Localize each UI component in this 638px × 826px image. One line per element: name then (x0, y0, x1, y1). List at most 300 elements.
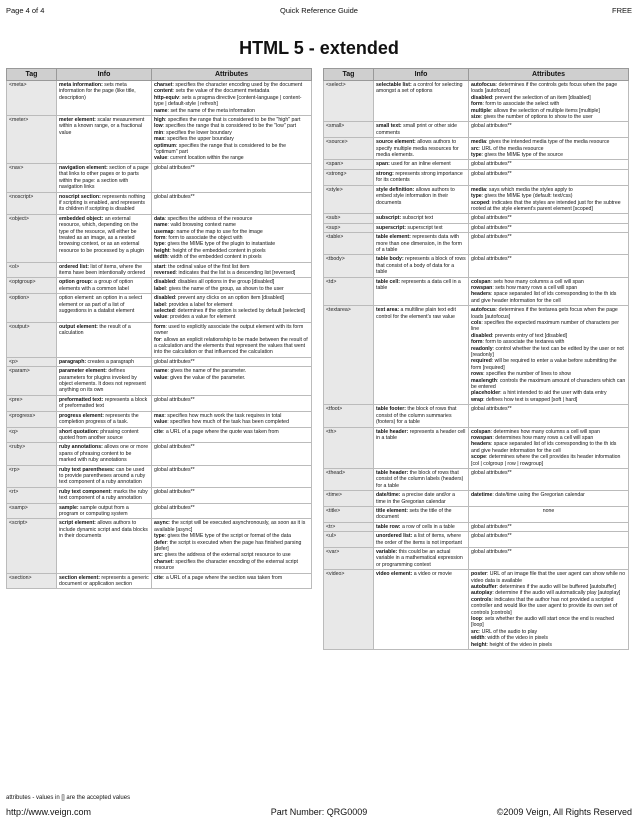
table-row (324, 405, 629, 427)
attribute-line (471, 571, 626, 584)
attribute-desc: : specifies the number of lines to show (483, 371, 572, 378)
info-term: embedded object: (59, 215, 104, 222)
attributes-cell (152, 573, 312, 589)
info-cell (374, 468, 469, 490)
info-cell (374, 491, 469, 507)
attribute-desc: : form to associate the select with (482, 101, 560, 108)
attribute-desc: : allows an explicit relationship to be made between the result of a calculation and the elements that represent the values that went into the calculation or that influenced the calculation (154, 336, 308, 356)
info-cell (57, 357, 152, 366)
attribute-name: scoped (471, 199, 490, 206)
attribute-desc: global attributes** (471, 469, 512, 476)
attribute-desc: : will be required to enter a value before submitting the form [required] (471, 358, 617, 371)
attributes-cell (469, 427, 629, 468)
info-text: allows one or more spans of phrasing content to be marked with ruby annotations (59, 444, 149, 464)
attribute-name: disabled (154, 279, 176, 286)
attribute-name: height (154, 247, 170, 254)
info-term: subscript: (376, 215, 402, 222)
info-cell (374, 233, 469, 255)
info-text: marks the ruby text component of a ruby annotation (59, 488, 148, 502)
info-cell (57, 519, 152, 573)
attribute-line (471, 256, 626, 262)
attribute-desc: global attributes** (471, 549, 512, 555)
attributes-cell (152, 357, 312, 366)
attributes-cell (152, 262, 312, 278)
info-text: a video or movie (412, 571, 452, 578)
info-term: table cell: (376, 278, 400, 285)
info-term: script element: (59, 520, 96, 527)
attributes-cell (152, 443, 312, 465)
attribute-line (471, 291, 626, 304)
table-row (324, 223, 629, 232)
attribute-name: usemap (154, 228, 174, 235)
info-cell (374, 122, 469, 138)
tag-cell: <thead> (324, 468, 374, 490)
info-text: represents a block of rows that consist of a body of data for a table (376, 256, 466, 276)
info-text: a row of cells in a table (400, 523, 455, 530)
attribute-name: colspan (471, 278, 491, 285)
table-row (324, 138, 629, 160)
attribute-name: value (154, 155, 168, 162)
col-header-tag: Tag (324, 69, 374, 81)
attributes-cell (469, 405, 629, 427)
attribute-desc: : space separated list of ids corresponding to the th ids and give header information for the cell (471, 441, 617, 454)
attribute-line (471, 406, 626, 412)
info-text: section of a page that links to other pages or to parts within the page: a section with navigation links (59, 164, 149, 191)
info-cell (57, 163, 152, 192)
table-row (7, 116, 312, 164)
attribute-desc: : gives the MIME type of the plugin to instantiate (164, 241, 276, 248)
attributes-cell (152, 192, 312, 214)
attributes-cell (152, 519, 312, 573)
attribute-line (471, 616, 626, 629)
attributes-cell (469, 491, 629, 507)
attribute-line (154, 429, 309, 435)
attribute-desc: : sets a pragma directive [content-language | content-type | default-style | refresh] (154, 94, 302, 108)
info-cell (374, 506, 469, 522)
attribute-desc: : the script is executed when the page has finished parsing [defer] (154, 539, 302, 552)
info-term: paragraph: (59, 358, 87, 365)
attribute-desc: : date/time using the Gregorian calendar (492, 492, 585, 499)
info-term: span: (376, 161, 390, 168)
table-row (7, 278, 312, 294)
attribute-desc: : prevents entry of text [disabled] (492, 332, 568, 339)
attribute-name: datetime (471, 492, 493, 499)
info-term: style definition: (376, 186, 415, 193)
attribute-desc: : sets how many rows a cell will span (492, 284, 578, 291)
col-header-attributes: Attributes (469, 69, 629, 81)
attribute-name: autofocus (471, 82, 496, 88)
attribute-line (154, 270, 309, 276)
right-table-body (324, 81, 629, 650)
attribute-name: autobuffer (471, 584, 497, 591)
attribute-line (471, 524, 626, 530)
tag-cell: <samp> (7, 503, 57, 519)
tag-cell: <param> (7, 367, 57, 396)
info-term: preformatted text: (59, 396, 104, 403)
attribute-line (154, 375, 309, 381)
attribute-desc: : determines if the textarea gets focus when the page loads [autofocus] (471, 307, 618, 320)
table-row (7, 465, 312, 487)
attribute-desc: : gives the name of the group, as shown to the user (165, 285, 284, 292)
attribute-desc: : specifies the range that is considered to be the "low" part (162, 123, 297, 130)
attribute-name: type (154, 241, 165, 248)
info-text: defines parameters for plugins invoked by object elements. It does not represent anything on its own (59, 368, 146, 394)
attributes-note: attributes - values in [] are the accepted values (6, 795, 131, 801)
table-row (324, 81, 629, 122)
attribute-line (471, 508, 626, 514)
attribute-name: loop (471, 616, 482, 623)
attribute-name: reversed (154, 269, 176, 276)
attribute-line (154, 155, 309, 161)
attribute-desc: : gives the address of the external script resource to use (161, 552, 291, 559)
info-text: represents a data cell in a table (376, 278, 461, 291)
attribute-line (154, 505, 309, 511)
attribute-desc: : URL of an image file that the user agent can show while no video data is available (471, 571, 626, 584)
left-table-body (7, 81, 312, 589)
info-text: allows authors to embed style information in their documents (376, 186, 455, 206)
part-number: Part Number: QRG0009 (270, 807, 368, 817)
attribute-desc: : a URL of a page where the quote was taken from (162, 428, 279, 435)
footer-url[interactable]: http://www.veign.com (6, 807, 92, 817)
info-cell (374, 185, 469, 214)
info-cell (374, 214, 469, 223)
info-text: phrasing content quoted from another source (59, 428, 139, 441)
attribute-desc: : URL of the audio to play (478, 628, 538, 635)
info-term: noscript section: (59, 193, 101, 200)
info-cell (57, 294, 152, 323)
attribute-desc: : specifies how much of the task has been completed (167, 419, 289, 426)
attributes-cell (152, 116, 312, 164)
attribute-line (471, 161, 626, 167)
attribute-desc: : specifies the expected maximum number of characters per line (471, 320, 619, 333)
info-cell (374, 81, 469, 122)
attributes-cell (152, 294, 312, 323)
info-cell (374, 169, 469, 185)
tag-cell: <ruby> (7, 443, 57, 465)
info-cell (374, 277, 469, 306)
info-term: ruby annotations: (59, 444, 103, 451)
attribute-name: value (154, 314, 168, 321)
attribute-line (154, 165, 309, 171)
attribute-name: selected (154, 308, 175, 314)
attribute-name: http-equiv (154, 94, 180, 101)
attribute-desc: : provides a value for element (167, 314, 236, 321)
attribute-desc: : height of the embedded content in pixels (169, 247, 266, 254)
attribute-desc: global attributes** (471, 256, 512, 263)
table-row (7, 519, 312, 573)
attribute-name: multiple (471, 107, 491, 114)
attribute-name: rowspan (471, 434, 493, 441)
attributes-cell (469, 506, 629, 522)
attribute-name: max (154, 136, 165, 143)
info-text: the block of rows that consist of the column summaries (footers) for a table (376, 406, 457, 426)
info-text: scalar measurement within a known range, or a fractional value (59, 117, 145, 136)
table-row (324, 185, 629, 214)
info-cell (57, 116, 152, 164)
attribute-name: low (154, 123, 163, 130)
info-cell (57, 395, 152, 411)
attribute-desc: : determines if the audio will be buffered [autobuffer] (496, 584, 616, 591)
attribute-desc: : form to associate the textarea with (482, 339, 565, 346)
attribute-name: min (154, 129, 164, 136)
attribute-desc: global attributes** (471, 224, 512, 231)
attribute-line (471, 152, 626, 158)
info-cell (57, 465, 152, 487)
info-term: progress element: (59, 412, 104, 419)
tag-cell: <tfoot> (324, 405, 374, 427)
table-row (324, 570, 629, 650)
attributes-cell (469, 233, 629, 255)
info-cell (57, 573, 152, 589)
tag-cell: <pre> (7, 395, 57, 411)
attribute-desc: : name of the map to use for the image (173, 228, 263, 235)
table-row (7, 427, 312, 443)
table-row (324, 160, 629, 169)
attribute-desc: global attributes** (154, 193, 195, 200)
attributes-cell (152, 411, 312, 427)
info-cell (57, 214, 152, 262)
attribute-desc: : determines if the controls gets focus when the page loads [autofocus] (471, 82, 618, 95)
info-text: represents data with more than one dimension, in the form of a table (376, 234, 462, 253)
tag-cell: <var> (324, 548, 374, 570)
info-term: meter element: (59, 117, 96, 124)
attribute-name: max (154, 412, 165, 419)
attribute-desc: : a URL of a page where the section was taken from (162, 574, 283, 581)
tag-cell: <sub> (324, 214, 374, 223)
attribute-line (154, 286, 309, 292)
attribute-line (154, 337, 309, 356)
info-cell (57, 192, 152, 214)
attribute-name: controls (471, 596, 492, 603)
info-cell (57, 427, 152, 443)
attribute-desc: : current location within the range (167, 155, 244, 162)
attribute-name: charset (154, 558, 173, 565)
attribute-line (471, 597, 626, 616)
attributes-cell (469, 532, 629, 548)
info-term: date/time: (376, 492, 401, 499)
tag-cell: <option> (7, 294, 57, 323)
attribute-name: label (154, 301, 166, 308)
attribute-name: src (154, 552, 162, 559)
table-row (7, 443, 312, 465)
info-term: table element: (376, 234, 411, 241)
attribute-desc: : the script will be executed asynchronously, as soon as it is available [async] (154, 520, 306, 533)
tag-cell: <th> (324, 427, 374, 468)
attribute-desc: : gives the value of the parameter. (167, 374, 246, 381)
attribute-name: wrap (471, 396, 484, 403)
attribute-desc: global attributes** (154, 396, 195, 403)
attribute-desc: global attributes** (471, 533, 512, 540)
table-row (324, 491, 629, 507)
attribute-name: for (154, 336, 161, 343)
col-header-attributes: Attributes (152, 69, 312, 81)
attribute-line (471, 378, 626, 391)
tag-cell: <script> (7, 519, 57, 573)
table-row (7, 163, 312, 192)
info-term: table header: (376, 428, 409, 435)
attribute-line (154, 540, 309, 553)
tag-cell: <q> (7, 427, 57, 443)
attribute-line (471, 346, 626, 359)
attributes-cell (469, 277, 629, 306)
attribute-name: async (154, 520, 169, 527)
page-number: Page 4 of 4 (6, 6, 45, 15)
attribute-desc: global attributes** (154, 504, 195, 511)
attribute-line (154, 194, 309, 200)
attribute-desc: : specifies the lower boundary (163, 129, 232, 136)
tag-cell: <source> (324, 138, 374, 160)
info-text: option element: an option in a select element or as part of a list of suggestions in a datalist element (59, 295, 143, 314)
attribute-line (471, 171, 626, 177)
attribute-name: form (154, 234, 166, 241)
tag-cell: <textarea> (324, 306, 374, 405)
table-row (324, 255, 629, 277)
attribute-line (154, 419, 309, 425)
attribute-desc: : says which media the styles apply to (486, 186, 573, 193)
info-cell (57, 322, 152, 357)
tag-cell: <rp> (7, 465, 57, 487)
attribute-desc: : width of the embedded content in pixels (167, 254, 262, 261)
tag-cell: <td> (324, 277, 374, 306)
tag-cell: <table> (324, 233, 374, 255)
attribute-name: disabled (471, 332, 493, 339)
attribute-name: start (154, 263, 166, 270)
table-row (7, 192, 312, 214)
info-term: short quotation: (59, 428, 99, 435)
info-text: allows authors to include dynamic script and data blocks in their documents (59, 520, 148, 540)
attribute-desc: global attributes** (471, 406, 512, 413)
info-text: sample output from a program or computing system (59, 504, 129, 517)
attribute-desc: : specifies the range that is considered to be the "high" part (164, 117, 301, 124)
attribute-name: form (471, 101, 483, 108)
attribute-name: optimum (154, 142, 176, 149)
info-cell (57, 443, 152, 465)
attribute-desc: : the ordinal value of the first list item (165, 263, 250, 270)
attribute-name: src (471, 628, 479, 635)
attribute-name: headers (471, 291, 491, 298)
attributes-cell (469, 306, 629, 405)
info-text: this could be an actual variable in a mathematical expression or programming context (376, 549, 463, 568)
info-term: sample: (59, 504, 79, 511)
attribute-name: defer (154, 539, 167, 546)
info-term: table header: (376, 469, 409, 476)
attribute-desc: : set the name of the meta information (167, 107, 255, 114)
attribute-desc: : gives the intended media type of the media resource (486, 139, 610, 146)
attribute-desc: : space separated list of ids corresponding to the th ids and give header information for the cell (471, 291, 617, 304)
attribute-name: scope (471, 454, 486, 461)
attributes-cell (469, 169, 629, 185)
attributes-cell (152, 322, 312, 357)
table-row (7, 573, 312, 589)
tag-cell: <tr> (324, 522, 374, 531)
attribute-desc: : disables all options in the group [disabled] (175, 279, 275, 286)
table-row (7, 262, 312, 278)
page-header (6, 6, 632, 18)
info-cell (374, 522, 469, 531)
attribute-desc: : a hint intended to aid the user with data entry (500, 390, 607, 397)
attribute-name: src (471, 145, 479, 152)
attribute-desc: : prevent the selection of an item [disabled] (492, 94, 591, 101)
info-text: a control for selecting amongst a set of options (376, 82, 463, 95)
col-header-info: Info (374, 69, 469, 81)
attributes-cell (469, 138, 629, 160)
tag-cell: <object> (7, 214, 57, 262)
attribute-desc: : determines how many rows a cell will span (492, 434, 594, 441)
tag-cell: <strong> (324, 169, 374, 185)
info-text: creates a paragraph (86, 358, 134, 365)
table-row (7, 367, 312, 396)
tag-cell: <tbody> (324, 255, 374, 277)
attribute-line (154, 489, 309, 495)
info-cell (374, 138, 469, 160)
attribute-line (471, 492, 626, 498)
attribute-name: form (154, 323, 166, 330)
attribute-line (154, 397, 309, 403)
attribute-line (154, 520, 309, 533)
attribute-desc: : allows the selection of multiple items [multiple] (490, 107, 600, 114)
tag-cell: <time> (324, 491, 374, 507)
attribute-desc: global attributes** (471, 170, 512, 177)
attribute-name: readonly (471, 345, 493, 352)
attribute-line (154, 108, 309, 114)
attribute-name: name (154, 368, 168, 375)
table-row (324, 522, 629, 531)
attribute-name: charset (154, 82, 173, 88)
attribute-desc: : specifies the character encoding of the external script resource (154, 558, 298, 572)
attribute-name: cite (154, 428, 163, 435)
info-cell (374, 306, 469, 405)
right-column (323, 68, 628, 650)
attribute-name: type (471, 152, 482, 159)
tag-cell: <sup> (324, 223, 374, 232)
attribute-name: required (471, 358, 492, 365)
table-row (324, 427, 629, 468)
attribute-line (471, 307, 626, 320)
attribute-line (154, 95, 309, 108)
attributes-cell (469, 122, 629, 138)
attribute-desc: : determines how many columns a cell will span (490, 428, 600, 435)
right-table (323, 68, 629, 650)
info-text: represents strong importance for its contents (376, 170, 463, 184)
attribute-line (154, 575, 309, 581)
attribute-line (471, 225, 626, 231)
table-row (7, 487, 312, 503)
info-term: selectable list: (376, 82, 412, 88)
info-term: section element: (59, 574, 100, 581)
info-text: sets meta information for the page (like title, description) (59, 82, 136, 101)
attribute-name: maxlength (471, 377, 497, 384)
attributes-cell (152, 395, 312, 411)
info-cell (374, 570, 469, 650)
tag-cell: <small> (324, 122, 374, 138)
attribute-desc: : prevent any clicks on an option item [disabled] (175, 295, 285, 302)
attribute-desc: : specifies the upper boundary (164, 136, 234, 143)
attribute-desc: : specifies the character encoding used by the document (172, 82, 303, 88)
attributes-cell (152, 367, 312, 396)
table-row (7, 395, 312, 411)
info-term: meta information: (59, 82, 103, 88)
attribute-desc: : sets how many columns a cell will span (490, 278, 584, 285)
tag-cell: <noscript> (7, 192, 57, 214)
info-text: small print or other side comments (376, 123, 458, 136)
guide-label: Quick Reference Guide (280, 6, 358, 15)
attribute-desc: : width of the video in pixels (484, 635, 548, 642)
attribute-line (471, 114, 626, 120)
attributes-cell (469, 81, 629, 122)
table-row (324, 306, 629, 405)
info-term: ruby text component: (59, 488, 113, 495)
attribute-line (471, 320, 626, 333)
